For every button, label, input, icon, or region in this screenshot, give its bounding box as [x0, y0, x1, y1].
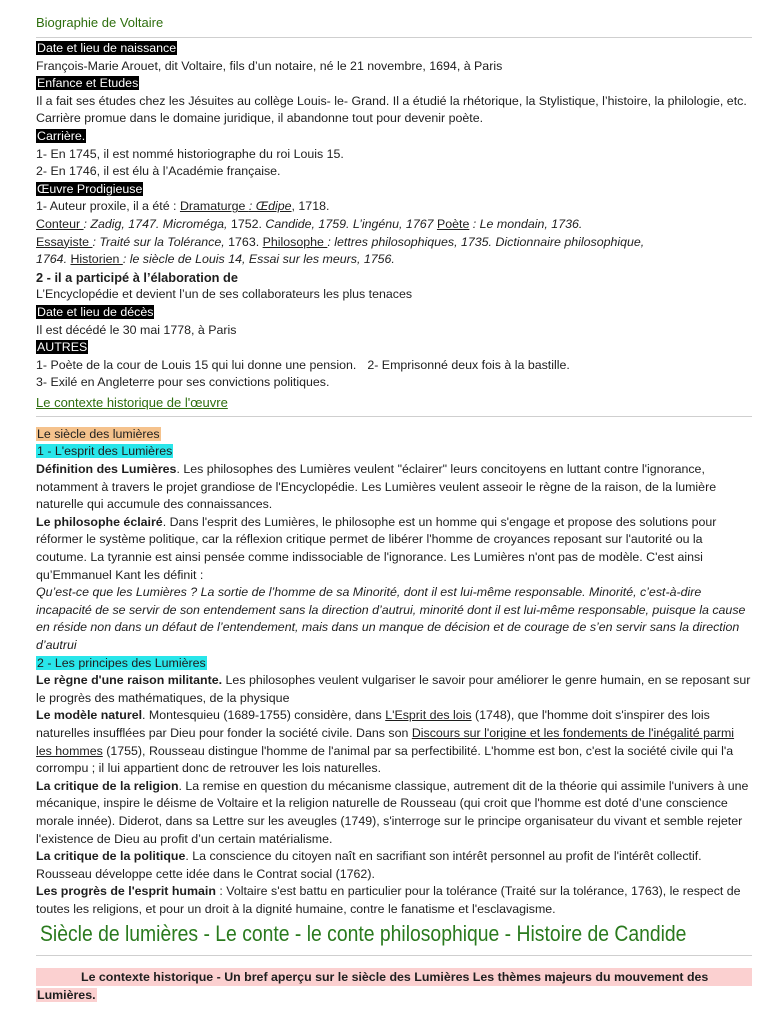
footer-block [36, 968, 752, 1004]
religion-paragraph: La critique de la religion. La remise en question du mécanisme classique, autrement dit de la théorie qui assimile l'univers à une mécanique, inspire le déisme de Voltaire et la religion naturelle de Rousseau (qui croit que l'homme est doté d’une conscience morale innée). Diderot, dans sa Lettre sur les aveugles (1749), s'interroge sur le principe organisateur du vivant et semble rejeter l'existence de Dieu au profit d’un certain matérialisme. [36, 778, 749, 846]
enfance-text: Il a fait ses études chez les Jésuites au collège Louis- le- Grand. Il a étudié la rhétorique, la Stylistique, l’histoire, la philologie, etc. Carrière promue dans le domaine juridique, il abandonne tout pour devenir poète. [36, 93, 747, 126]
naissance-label: Date et lieu de naissance [37, 41, 177, 55]
autres-label: AUTRES [37, 340, 88, 355]
politique-paragraph: La critique de la politique. La conscience du citoyen naît en sacrifiant son intérêt personnel au profit de l'intérêt collectif. Rousseau développe cette idée dans le Contrat social (1762). [36, 849, 702, 881]
definition-paragraph: Définition des Lumières. Les philosophes des Lumières veulent "éclairer" leurs concitoyens en luttant contre l'ignorance, notamment à travers le projet grandiose de l'Encyclopédie. Les Lumières veulent asseoir le règne de la raison, de la lumière naturelle qui accumule des connaissances. [36, 462, 717, 512]
document-title: Biographie de Voltaire [36, 15, 164, 30]
deces-label: Date et lieu de décès [37, 304, 154, 319]
deces-text: Il est décédé le 30 mai 1778, à Paris [36, 322, 237, 337]
participation-text: L’Encyclopédie et devient l’un de ses collaborateurs les plus tenaces [36, 287, 413, 302]
philosophe-paragraph: Le philosophe éclairé. Dans l'esprit des Lumières, le philosophe est un homme qui s'engage et propose des solutions pour réformer le système politique, car la réflexion critique permet de libérer l'homme de croyances reposant sur l'autorité ou la coutume. La tyrannie est ainsi pensée comme indissociable de l'ignorance. Les Lumières n'ont pas de modèle. C'est ainsi qu’Emmanuel Kant les définit : [36, 514, 717, 582]
heading-divider [36, 955, 752, 956]
modele-paragraph: Le modèle naturel. Montesquieu (1689-1755) considère, dans L'Esprit des lois (1748), que l'homme doit s'inspirer des lois naturelles insufflées par Dieu pour fonder la société civile. Dans son Discours sur l'origine et les fondements de l'inégalité parmi les hommes (1755), Rousseau distingue l'homme de l'animal par sa perfectibilité. L'homme est bon, c'est la société civile qui l'a corrompu ; il lui appartient donc de retrouver les lois naturelles. [36, 708, 735, 776]
oeuvre-line-1: 1- Auteur proxile, il a été : Dramaturge : Œdipe, 1718. [36, 199, 330, 214]
carriere-item-2: 2- En 1746, il est élu à l’Académie française. [36, 164, 281, 179]
autres-line-1: 1- Poète de la cour de Louis 15 qui lui donne une pension. 2- Emprisonné deux fois à la bastille. [36, 357, 570, 372]
oeuvre-label: Œuvre Prodigieuse [37, 181, 143, 196]
footer-line-2: Lumières. [37, 987, 96, 1002]
footer-line-1: Le contexte historique - Un bref aperçu sur le siècle des Lumières Les thèmes majeurs du mouvement des [36, 968, 752, 986]
lumieres-title: Le siècle des lumières [37, 426, 160, 441]
principes-label: 2 - Les principes des Lumières [37, 655, 206, 670]
discours-link[interactable]: Discours sur l'origine et les fondements de l'inégalité parmi les hommes [36, 725, 735, 758]
participation-label: 2 - il a participé à l’élaboration de [36, 269, 238, 285]
section-divider [36, 416, 752, 417]
candide-heading-link[interactable]: Siècle de lumières - Le conte - le conte philosophique - Histoire de Candide [40, 920, 687, 946]
carriere-item-1: 1- En 1745, il est nommé historiographe du roi Louis 15. [36, 146, 344, 161]
enfance-label: Enfance et Etudes [37, 76, 139, 91]
autres-line-2: 3- Exilé en Angleterre pour ses convictions politiques. [36, 375, 330, 390]
kant-quote: Qu’est-ce que les Lumières ? La sortie de l’homme de sa Minorité, dont il est lui-même responsable. Minorité, c’est-à-dire incapacité de se servir de son entendement sans la direction d’autrui, minorité dont il est lui-même responsable, puisque la cause en réside non dans un défaut de l’entendement, mais dans un manque de décision et de courage de s’en servir sans la direction d’autrui [36, 585, 746, 652]
esprit-des-lois-link[interactable]: L'Esprit des lois [385, 708, 472, 723]
progres-paragraph: Les progrès de l'esprit humain : Voltaire s'est battu en particulier pour la tolérance (Traité sur la tolérance, 1763), le respect de toutes les religions, et pour un droit à la dignité humaine, contre le fanatisme et l'esclavagisme. [36, 884, 741, 916]
regne-paragraph: Le règne d'une raison militante. Les philosophes veulent vulgariser le savoir pour améliorer le genre humain, en se reposant sur le progrès des mathématiques, de la physique [36, 673, 751, 705]
carriere-label: Carrière. [37, 128, 86, 143]
esprit-label: 1 - L'esprit des Lumières [37, 444, 173, 459]
document-page [36, 0, 752, 1004]
contexte-link[interactable]: Le contexte historique de l'œuvre [36, 394, 228, 410]
oeuvre-line-2: Conteur : Zadig, 1747. Microméga, 1752. Candide, 1759. L’ingénu, 1767 Poète : Le mondain, 1736. [36, 216, 583, 231]
oeuvre-line-3: Essayiste : Traité sur la Tolérance, 1763. Philosophe : lettres philosophiques, 1735. Dictionnaire philosophique, [36, 234, 645, 249]
oeuvre-line-4: 1764. Historien : le siècle de Louis 14, Essai sur les meurs, 1756. [36, 252, 395, 267]
naissance-text: François-Marie Arouet, dit Voltaire, fils d’un notaire, né le 21 novembre, 1694, à Paris [36, 58, 503, 73]
title-divider [36, 37, 752, 38]
